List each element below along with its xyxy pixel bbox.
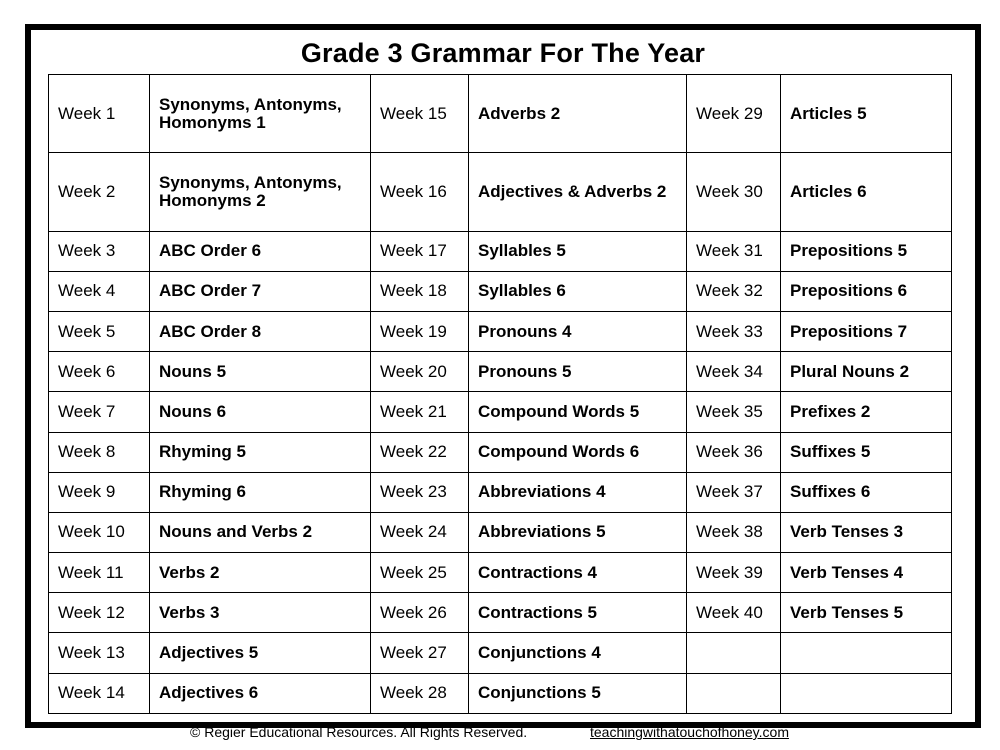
topic-cell: Abbreviations 4 [469,472,687,512]
topic-cell: Conjunctions 5 [469,673,687,713]
topic-cell: Nouns 6 [150,392,371,432]
week-cell: Week 12 [49,593,150,633]
topic-cell: ABC Order 7 [150,271,371,311]
table-row [49,432,952,472]
week-cell: Week 7 [49,392,150,432]
topic-cell: Pronouns 5 [469,352,687,392]
table-row [49,153,952,231]
week-cell: Week 13 [49,633,150,673]
page-title: Grade 3 Grammar For The Year [300,38,706,68]
week-cell: Week 32 [687,271,781,311]
week-cell: Week 11 [49,553,150,593]
worksheet-frame [25,24,981,728]
table-row [49,75,952,153]
topic-cell: Synonyms, Antonyms, Homonyms 2 [150,153,371,231]
topic-cell: Prefixes 2 [781,392,952,432]
table-row [49,352,952,392]
week-cell: Week 8 [49,432,150,472]
topic-cell: Verb Tenses 4 [781,553,952,593]
week-cell [687,673,781,713]
table-row [49,553,952,593]
website-link[interactable]: teachingwithatouchofhoney.com [590,724,789,740]
table-row [49,392,952,432]
week-cell: Week 33 [687,311,781,351]
table-row [49,633,952,673]
table-row [49,311,952,351]
week-cell: Week 28 [371,673,469,713]
topic-cell: Synonyms, Antonyms, Homonyms 1 [150,75,371,153]
topic-cell: Adverbs 2 [469,75,687,153]
topic-cell: Articles 5 [781,75,952,153]
week-cell: Week 29 [687,75,781,153]
topic-cell: Rhyming 6 [150,472,371,512]
week-cell: Week 1 [49,75,150,153]
week-cell [687,633,781,673]
table-row [49,231,952,271]
week-cell: Week 39 [687,553,781,593]
topic-cell: Prepositions 5 [781,231,952,271]
topic-cell: Contractions 5 [469,593,687,633]
topic-cell: Conjunctions 4 [469,633,687,673]
grammar-schedule-table [48,74,952,714]
week-cell: Week 16 [371,153,469,231]
week-cell: Week 35 [687,392,781,432]
topic-cell: Compound Words 6 [469,432,687,472]
week-cell: Week 3 [49,231,150,271]
week-cell: Week 6 [49,352,150,392]
topic-cell: Syllables 5 [469,231,687,271]
topic-cell: Syllables 6 [469,271,687,311]
topic-cell: Adjectives & Adverbs 2 [469,153,687,231]
topic-cell [781,633,952,673]
topic-cell: Verb Tenses 3 [781,512,952,552]
topic-cell: Prepositions 7 [781,311,952,351]
topic-cell: Pronouns 4 [469,311,687,351]
week-cell: Week 24 [371,512,469,552]
topic-cell: Adjectives 6 [150,673,371,713]
week-cell: Week 23 [371,472,469,512]
week-cell: Week 20 [371,352,469,392]
topic-cell: Adjectives 5 [150,633,371,673]
week-cell: Week 5 [49,311,150,351]
table-row [49,271,952,311]
topic-cell: Verbs 3 [150,593,371,633]
copyright-text: © Regier Educational Resources. All Rights Reserved. [190,724,528,740]
topic-cell: Suffixes 6 [781,472,952,512]
week-cell: Week 19 [371,311,469,351]
week-cell: Week 26 [371,593,469,633]
week-cell: Week 14 [49,673,150,713]
week-cell: Week 21 [371,392,469,432]
week-cell: Week 37 [687,472,781,512]
week-cell: Week 10 [49,512,150,552]
topic-cell: Rhyming 5 [150,432,371,472]
topic-cell: Contractions 4 [469,553,687,593]
topic-cell: Nouns and Verbs 2 [150,512,371,552]
topic-cell: Abbreviations 5 [469,512,687,552]
topic-cell: Suffixes 5 [781,432,952,472]
week-cell: Week 40 [687,593,781,633]
week-cell: Week 34 [687,352,781,392]
table-body [49,75,952,714]
topic-cell: Articles 6 [781,153,952,231]
week-cell: Week 31 [687,231,781,271]
table-row [49,673,952,713]
topic-cell: Verb Tenses 5 [781,593,952,633]
topic-cell: Verbs 2 [150,553,371,593]
topic-cell: Prepositions 6 [781,271,952,311]
week-cell: Week 38 [687,512,781,552]
topic-cell: Compound Words 5 [469,392,687,432]
week-cell: Week 18 [371,271,469,311]
topic-cell: Plural Nouns 2 [781,352,952,392]
table-row [49,512,952,552]
week-cell: Week 4 [49,271,150,311]
week-cell: Week 17 [371,231,469,271]
week-cell: Week 2 [49,153,150,231]
table-row [49,593,952,633]
topic-cell [781,673,952,713]
topic-cell: ABC Order 6 [150,231,371,271]
table-row [49,472,952,512]
topic-cell: ABC Order 8 [150,311,371,351]
week-cell: Week 27 [371,633,469,673]
week-cell: Week 36 [687,432,781,472]
topic-cell: Nouns 5 [150,352,371,392]
week-cell: Week 30 [687,153,781,231]
week-cell: Week 9 [49,472,150,512]
week-cell: Week 15 [371,75,469,153]
week-cell: Week 22 [371,432,469,472]
week-cell: Week 25 [371,553,469,593]
